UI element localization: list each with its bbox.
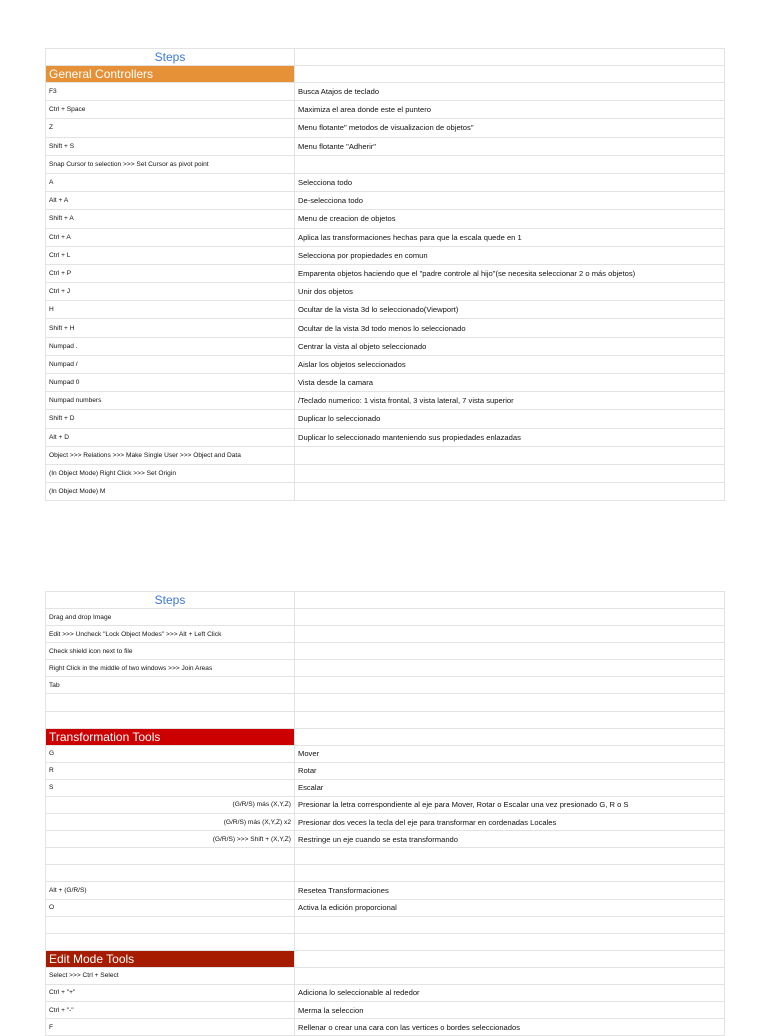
table-row [46, 428, 725, 446]
description-cell[interactable]: Selecciona por propiedades en comun [295, 246, 725, 264]
description-cell[interactable]: Aplica las transformaciones hechas para que la escala quede en 1 [295, 228, 725, 246]
description-cell[interactable] [295, 592, 725, 609]
shortcut-cell[interactable]: Snap Cursor to selection >>> Set Cursor as pivot point [46, 155, 295, 173]
description-cell[interactable] [295, 464, 725, 482]
shortcut-cell[interactable]: S [46, 779, 295, 796]
table-row [46, 264, 725, 282]
shortcut-cell[interactable]: Select >>> Ctrl + Select [46, 967, 295, 984]
description-cell[interactable]: Escalar [295, 779, 725, 796]
shortcut-cell[interactable]: Numpad . [46, 337, 295, 355]
table-row [46, 83, 725, 101]
table-row [46, 762, 725, 779]
shortcut-cell[interactable] [46, 848, 295, 865]
table-row [46, 137, 725, 155]
table-row [46, 711, 725, 728]
table-row [46, 745, 725, 762]
description-cell[interactable]: Mover [295, 745, 725, 762]
shortcut-cell[interactable]: Drag and drop Image [46, 609, 295, 626]
table-row [46, 319, 725, 337]
table-row [46, 155, 725, 173]
description-cell[interactable]: Centrar la vista al objeto seleccionado [295, 337, 725, 355]
shortcut-cell[interactable]: Shift + D [46, 410, 295, 428]
table-row [46, 119, 725, 137]
description-cell[interactable]: Resetea Transformaciones [295, 882, 725, 899]
shortcut-cell[interactable]: R [46, 762, 295, 779]
shortcut-cell[interactable]: Edit >>> Uncheck "Lock Object Modes" >>> Alt + Left Click [46, 626, 295, 643]
shortcut-cell[interactable]: (G/R/S) más (X,Y,Z) x2 [46, 814, 295, 831]
table-row [46, 192, 725, 210]
shortcut-cell[interactable]: Alt + D [46, 428, 295, 446]
description-cell[interactable]: Rotar [295, 762, 725, 779]
section-title[interactable]: General Controllers [46, 66, 295, 83]
shortcut-cell[interactable]: Numpad 0 [46, 374, 295, 392]
shortcut-cell[interactable]: Alt + (G/R/S) [46, 882, 295, 899]
section-header-row [46, 592, 725, 609]
table-row [46, 446, 725, 464]
description-cell[interactable]: Duplicar lo seleccionado manteniendo sus propiedades enlazadas [295, 428, 725, 446]
table-row [46, 814, 725, 831]
section-title[interactable]: Transformation Tools [46, 728, 295, 745]
shortcut-cell[interactable]: Z [46, 119, 295, 137]
table-row [46, 967, 725, 984]
description-cell[interactable]: Busca Atajos de teclado [295, 83, 725, 101]
description-cell[interactable] [295, 916, 725, 933]
shortcut-cell[interactable]: G [46, 745, 295, 762]
table-row [46, 228, 725, 246]
shortcuts-table [45, 48, 725, 501]
shortcut-cell[interactable]: Ctrl + Space [46, 101, 295, 119]
shortcut-cell[interactable] [46, 694, 295, 711]
table-row [46, 101, 725, 119]
shortcut-cell[interactable] [46, 916, 295, 933]
section-header-row [46, 728, 725, 745]
table-row [46, 643, 725, 660]
description-cell[interactable]: Vista desde la camara [295, 374, 725, 392]
table-row [46, 392, 725, 410]
section-header-row [46, 950, 725, 967]
shortcut-cell[interactable] [46, 711, 295, 728]
description-cell[interactable]: Aislar los objetos seleccionados [295, 355, 725, 373]
section-title[interactable]: Edit Mode Tools [46, 950, 295, 967]
description-cell[interactable]: Activa la edición proporcional [295, 899, 725, 916]
table-row [46, 865, 725, 882]
shortcut-cell[interactable]: Object >>> Relations >>> Make Single User >>> Object and Data [46, 446, 295, 464]
description-cell[interactable]: Restringe un eje cuando se esta transformando [295, 831, 725, 848]
table-row [46, 848, 725, 865]
table-row [46, 933, 725, 950]
description-cell[interactable]: Unir dos objetos [295, 283, 725, 301]
description-cell[interactable]: Selecciona todo [295, 173, 725, 191]
description-cell[interactable]: Presionar la letra correspondiente al eje para Mover, Rotar o Escalar una vez presionado G, R o S [295, 796, 725, 813]
section-title[interactable]: Steps [46, 592, 295, 609]
table-row [46, 882, 725, 899]
shortcut-cell[interactable]: Check shield icon next to file [46, 643, 295, 660]
shortcut-cell[interactable]: F3 [46, 83, 295, 101]
shortcut-cell[interactable]: Ctrl + "-" [46, 1001, 295, 1018]
shortcut-cell[interactable]: O [46, 899, 295, 916]
table-row [46, 246, 725, 264]
shortcut-cell[interactable]: Shift + A [46, 210, 295, 228]
shortcut-cell[interactable]: Numpad numbers [46, 392, 295, 410]
sheet-general [45, 48, 722, 501]
shortcut-cell[interactable]: H [46, 301, 295, 319]
table-row [46, 796, 725, 813]
description-cell[interactable] [295, 660, 725, 677]
table-row [46, 660, 725, 677]
description-cell[interactable]: Ocultar de la vista 3d lo seleccionado(Viewport) [295, 301, 725, 319]
table-row [46, 626, 725, 643]
description-cell[interactable] [295, 626, 725, 643]
shortcut-cell[interactable]: Numpad / [46, 355, 295, 373]
description-cell[interactable] [295, 711, 725, 728]
description-cell[interactable] [295, 155, 725, 173]
table-row [46, 984, 725, 1001]
description-cell[interactable] [295, 66, 725, 83]
description-cell[interactable]: Adiciona lo seleccionable al rededor [295, 984, 725, 1001]
description-cell[interactable] [295, 950, 725, 967]
description-cell[interactable] [295, 643, 725, 660]
table-row [46, 1019, 725, 1036]
description-cell[interactable]: Emparenta objetos haciendo que el "padre controle al hijo"(se necesita seleccionar 2 o más objetos) [295, 264, 725, 282]
description-cell[interactable] [295, 728, 725, 745]
shortcut-cell[interactable]: A [46, 173, 295, 191]
description-cell[interactable]: Menu flotante "Adherir" [295, 137, 725, 155]
description-cell[interactable] [295, 49, 725, 66]
table-row [46, 210, 725, 228]
sheet-tools [45, 591, 722, 1036]
description-cell[interactable] [295, 933, 725, 950]
shortcut-cell[interactable]: Shift + H [46, 319, 295, 337]
section-header-row [46, 66, 725, 83]
shortcut-cell[interactable]: Ctrl + "+" [46, 984, 295, 1001]
shortcut-cell[interactable]: (In Object Mode) Right Click >>> Set Origin [46, 464, 295, 482]
shortcut-cell[interactable]: (G/R/S) >>> Shift + (X,Y,Z) [46, 831, 295, 848]
description-cell[interactable]: Merma la seleccion [295, 1001, 725, 1018]
description-cell[interactable] [295, 848, 725, 865]
table-row [46, 1001, 725, 1018]
description-cell[interactable]: Menu flotante" metodos de visualizacion de objetos" [295, 119, 725, 137]
section-header-row [46, 49, 725, 66]
shortcut-cell[interactable]: (G/R/S) más (X,Y,Z) [46, 796, 295, 813]
shortcut-cell[interactable]: Alt + A [46, 192, 295, 210]
table-row [46, 374, 725, 392]
shortcut-cell[interactable]: Tab [46, 677, 295, 694]
table-row [46, 609, 725, 626]
table-row [46, 337, 725, 355]
shortcut-cell[interactable] [46, 865, 295, 882]
description-cell[interactable]: Ocultar de la vista 3d todo menos lo seleccionado [295, 319, 725, 337]
table-row [46, 779, 725, 796]
description-cell[interactable]: Presionar dos veces la tecla del eje para transformar en cordenadas Locales [295, 814, 725, 831]
description-cell[interactable]: Duplicar lo seleccionado [295, 410, 725, 428]
description-cell[interactable]: Menu de creacion de objetos [295, 210, 725, 228]
table-row [46, 283, 725, 301]
table-row [46, 173, 725, 191]
description-cell[interactable] [295, 865, 725, 882]
table-row [46, 916, 725, 933]
table-row [46, 694, 725, 711]
shortcut-cell[interactable]: Right Click in the middle of two windows >>> Join Areas [46, 660, 295, 677]
shortcut-cell[interactable]: F [46, 1019, 295, 1036]
section-title[interactable]: Steps [46, 49, 295, 66]
description-cell[interactable] [295, 609, 725, 626]
shortcut-cell[interactable]: (In Object Mode) M [46, 483, 295, 501]
description-cell[interactable] [295, 967, 725, 984]
table-row [46, 464, 725, 482]
description-cell[interactable]: De-selecciona todo [295, 192, 725, 210]
table-row [46, 899, 725, 916]
description-cell[interactable] [295, 483, 725, 501]
shortcut-cell[interactable]: Ctrl + J [46, 283, 295, 301]
table-row [46, 410, 725, 428]
description-cell[interactable]: Maximiza el area donde este el puntero [295, 101, 725, 119]
description-cell[interactable] [295, 677, 725, 694]
shortcut-cell[interactable]: Shift + S [46, 137, 295, 155]
description-cell[interactable]: /Teclado numerico: 1 vista frontal, 3 vista lateral, 7 vista superior [295, 392, 725, 410]
table-row [46, 355, 725, 373]
table-row [46, 831, 725, 848]
table-row [46, 483, 725, 501]
description-cell[interactable]: Rellenar o crear una cara con las vertices o bordes seleccionados [295, 1019, 725, 1036]
table-row [46, 301, 725, 319]
shortcut-cell[interactable]: Ctrl + P [46, 264, 295, 282]
shortcut-cell[interactable] [46, 933, 295, 950]
shortcuts-table [45, 591, 725, 1036]
shortcut-cell[interactable]: Ctrl + A [46, 228, 295, 246]
shortcut-cell[interactable]: Ctrl + L [46, 246, 295, 264]
description-cell[interactable] [295, 694, 725, 711]
table-row [46, 677, 725, 694]
description-cell[interactable] [295, 446, 725, 464]
